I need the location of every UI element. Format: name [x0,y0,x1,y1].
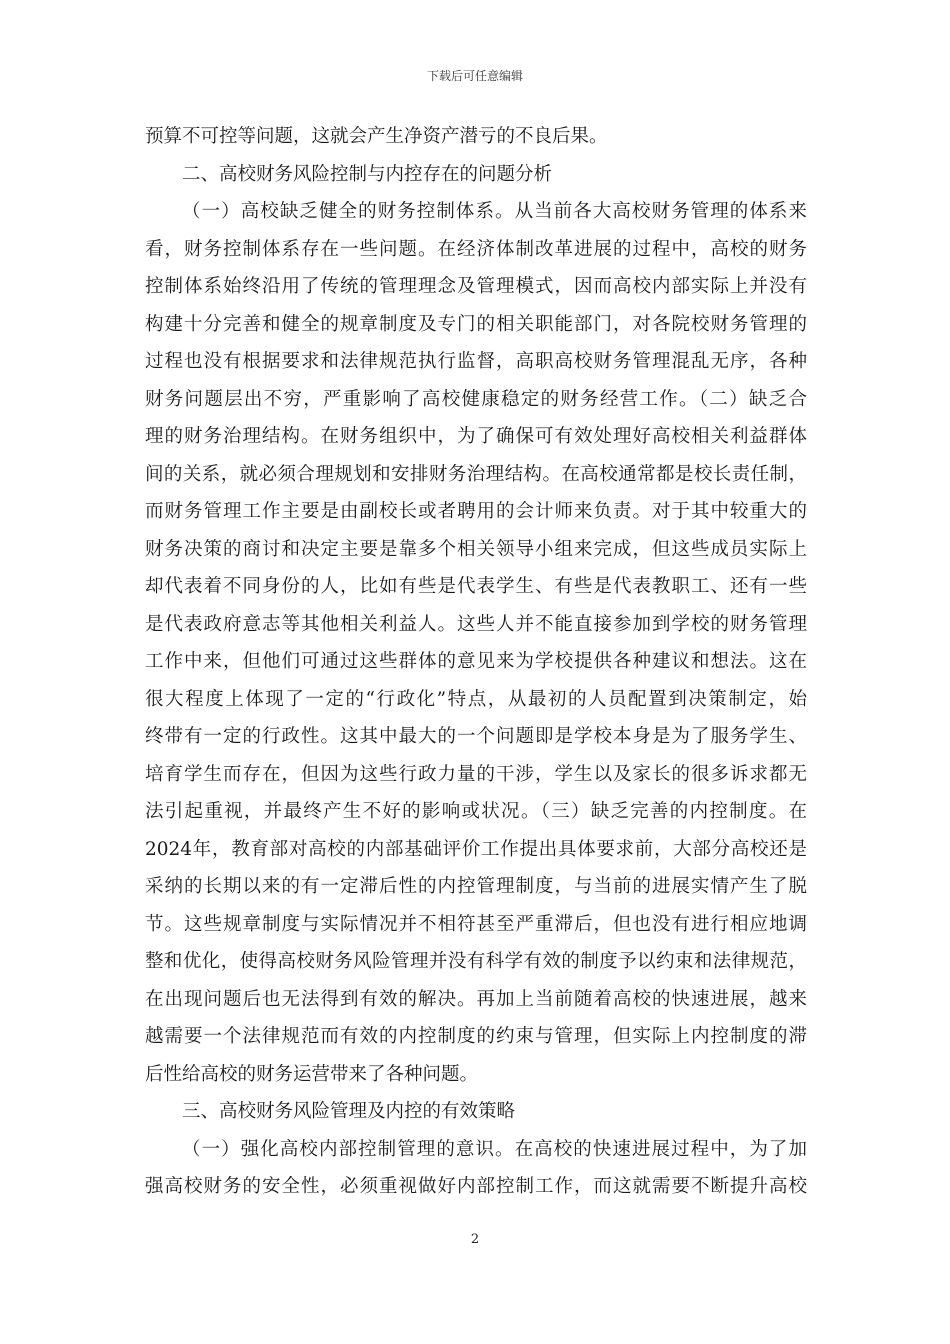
text-line: 培育学生而存在，但因为这些行政力量的干涉，学生以及家长的很多诉求都无 [145,763,807,785]
text-line: 采纳的长期以来的有一定滞后性的内控管理制度，与当前的进展实情产生了脱 [145,876,807,897]
page-number: 2 [470,1232,480,1247]
text-line: 间的关系，就必须合理规划和安排财务治理结构。在高校通常都是校长责任制， [145,463,807,485]
text-line: 越需要一个法律规范而有效的内控制度的约束与管理，但实际上内控制度的滞 [145,1026,807,1047]
text-line: 理的财务治理结构。在财务组织中，为了确保可有效处理好高校相关利益群体 [145,426,807,447]
text-line: 过程也没有根据要求和法律规范执行监督，高职高校财务管理混乱无序，各种 [145,351,807,372]
text-line: 节。这些规章制度与实际情况并不相符甚至严重滞后，但也没有进行相应地调 [145,913,807,935]
text-line: 财务问题层出不穷，严重影响了高校健康稳定的财务经营工作。（二）缺乏合 [145,388,807,410]
text-line: 却代表着不同身份的人，比如有些是代表学生、有些是代表教职工、还有一些 [145,576,807,597]
text-line: 看，财务控制体系存在一些问题。在经济体制改革进展的过程中，高校的财务 [145,238,807,260]
text-line: 是代表政府意志等其他相关利益人。这些人并不能直接参加到学校的财务管理 [145,613,807,635]
text-line: 构建十分完善和健全的规章制度及专门的相关职能部门，对各院校财务管理的 [145,313,807,335]
text-line: 财务决策的商讨和决定主要是靠多个相关领导小组来完成，但这些成员实际上 [145,538,807,560]
text-line: （一）高校缺乏健全的财务控制体系。从当前各大高校财务管理的体系来 [182,201,807,222]
text-line: 三、高校财务风险管理及内控的有效策略 [182,1101,516,1122]
text-line: 预算不可控等问题，这就会产生净资产潜亏的不良后果。 [145,126,608,147]
text-line: 2024年，教育部对高校的内部基础评价工作提出具体要求前，大部分高校还是 [145,838,807,860]
text-line: 很大程度上体现了一定的“行政化”特点，从最初的人员配置到决策制定，始 [145,688,807,710]
text-line: 而财务管理工作主要是由副校长或者聘用的会计师来负责。对于其中较重大的 [145,501,807,522]
text-line: 二、高校财务风险控制与内控存在的问题分析 [182,163,553,185]
text-line: 法引起重视，并最终产生不好的影响或状况。（三）缺乏完善的内控制度。在 [145,801,807,822]
text-line: 后性给高校的财务运营带来了各种问题。 [145,1063,479,1085]
text-line: 工作中来，但他们可通过这些群体的意见来为学校提供各种建议和想法。这在 [145,651,807,672]
text-line: 终带有一定的行政性。这其中最大的一个问题即是学校本身是为了服务学生、 [145,726,807,747]
text-line: 强高校财务的安全性，必须重视做好内部控制工作，而这就需要不断提升高校 [145,1176,807,1197]
text-line: 整和优化，使得高校财务风险管理并没有科学有效的制度予以约束和法律规范， [145,951,807,972]
text-line: 在出现问题后也无法得到有效的解决。再加上当前随着高校的快速进展，越来 [145,988,807,1010]
text-line: （一）强化高校内部控制管理的意识。在高校的快速进展过程中，为了加 [182,1138,807,1160]
text-line: 控制体系始终沿用了传统的管理理念及管理模式，因而高校内部实际上并没有 [145,276,807,297]
document-body [145,118,807,1206]
page-header: 下载后可任意编辑 [426,69,523,83]
